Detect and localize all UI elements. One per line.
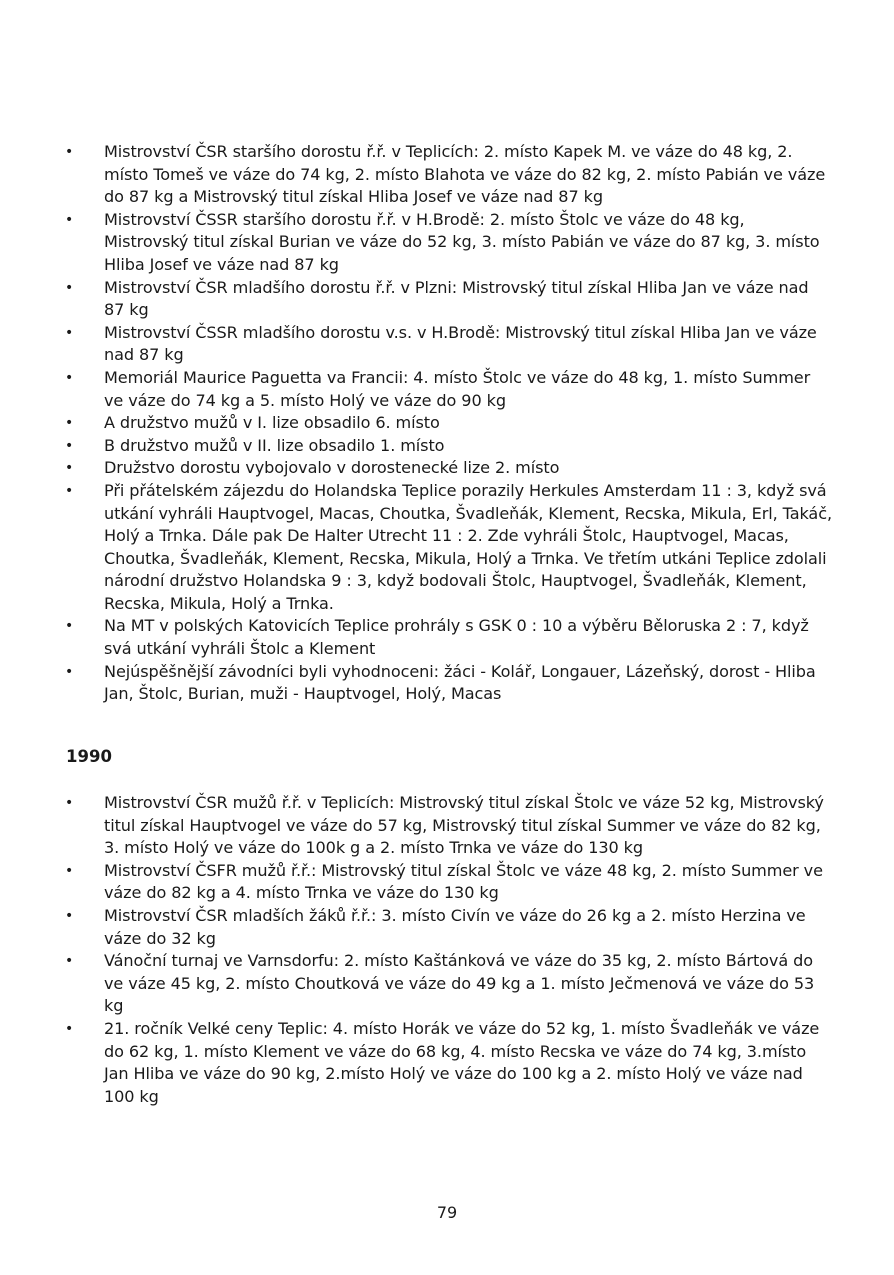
list-item bbox=[62, 435, 832, 458]
bullet-icon: • bbox=[65, 324, 74, 341]
list-item bbox=[62, 322, 832, 367]
results-list-1989 bbox=[62, 141, 832, 706]
list-item bbox=[62, 141, 832, 209]
bullet-icon: • bbox=[65, 862, 74, 879]
list-item-text: Mistrovství ČSSR staršího dorostu ř.ř. v H.Brodě: 2. místo Štolc ve váze do 48 kg, Mistrovský titul získal Burian ve váze do 52 kg, 3. místo Pabián ve váze do 87 kg, 3. místo Hliba Josef ve váze nad 87 kg bbox=[104, 209, 820, 274]
list-item-text: Mistrovství ČSR staršího dorostu ř.ř. v Teplicích: 2. místo Kapek M. ve váze do 48 kg, 2. místo Tomeš ve váze do 74 kg, 2. místo Blahota ve váze do 82 kg, 2. místo Pabián ve váze do 87 kg a Mistrovský titul získal Hliba Josef ve váze nad 87 kg bbox=[104, 142, 826, 207]
list-item bbox=[62, 1018, 832, 1108]
year-heading: 1990 bbox=[66, 747, 112, 766]
list-item-text: Při přátelském zájezdu do Holandska Teplice porazily Herkules Amsterdam 11 : 3, když svá utkání vyhráli Hauptvogel, Macas, Choutka, Švadleňák, Klement, Recska, Mikula, Erl, Takáč, Holý a Trnka. Dále pak De Halter Utrecht 11 : 2. Zde vyhráli Štolc, Hauptvogel, Macas, Choutka, Švadleňák, Klement, Recska, Mikula, Holý a Trnka. Ve třetím utkáni Teplice zdolali národní družstvo Holandska 9 : 3, když bodovali Štolc, Hauptvogel, Švadleňák, Klement, Recska, Mikula, Holý a Trnka. bbox=[104, 480, 832, 613]
list-item bbox=[62, 367, 832, 412]
bullet-icon: • bbox=[65, 144, 74, 160]
bullet-icon: • bbox=[65, 618, 74, 635]
list-item bbox=[62, 905, 832, 950]
list-item bbox=[62, 209, 832, 277]
bullet-icon: • bbox=[65, 663, 74, 680]
list-item-text: Mistrovství ČSFR mužů ř.ř.: Mistrovský titul získal Štolc ve váze 48 kg, 2. místo Summer ve váze do 82 kg a 4. místo Trnka ve váze do 130 kg bbox=[104, 860, 823, 903]
list-item-text: Na MT v polských Katovicích Teplice prohrály s GSK 0 : 10 a výběru Běloruska 2 : 7, když svá utkání vyhráli Štolc a Klement bbox=[104, 616, 809, 659]
list-item-text: Mistrovství ČSR mužů ř.ř. v Teplicích: Mistrovský titul získal Štolc ve váze 52 kg, Mistrovský titul získal Hauptvogel ve váze do 57 kg, Mistrovský titul získal Summer ve váze do 82 kg, 3. místo Holý ve váze do 100k g a 2. místo Trnka ve váze do 130 kg bbox=[104, 793, 824, 858]
list-item-text: Nejúspěšnější závodníci byli vyhodnoceni: žáci - Kolář, Longauer, Lázeňský, dorost - Hliba Jan, Štolc, Burian, muži - Hauptvogel, Holý, Macas bbox=[104, 661, 816, 704]
list-item-text: Mistrovství ČSR mladších žáků ř.ř.: 3. místo Civín ve váze do 26 kg a 2. místo Herzina ve váze do 32 kg bbox=[104, 905, 806, 948]
list-item-text: Vánoční turnaj ve Varnsdorfu: 2. místo Kaštánková ve váze do 35 kg, 2. místo Bártová do ve váze 45 kg, 2. místo Choutková ve váze do 49 kg a 1. místo Ječmenová ve váze do 53 kg bbox=[104, 951, 815, 1016]
list-item-text: A družstvo mužů v I. lize obsadilo 6. místo bbox=[104, 413, 440, 433]
bullet-icon: • bbox=[65, 953, 74, 970]
list-item-text: Mistrovství ČSR mladšího dorostu ř.ř. v Plzni: Mistrovský titul získal Hliba Jan ve váze nad 87 kg bbox=[104, 277, 809, 320]
bullet-icon: • bbox=[65, 1020, 74, 1037]
bullet-icon: • bbox=[65, 437, 74, 454]
list-item-text: Mistrovství ČSSR mladšího dorostu v.s. v H.Brodě: Mistrovský titul získal Hliba Jan ve váze nad 87 kg bbox=[104, 322, 817, 365]
list-item-text: 21. ročník Velké ceny Teplic: 4. místo Horák ve váze do 52 kg, 1. místo Švadleňák ve váze do 62 kg, 1. místo Klement ve váze do 68 kg, 4. místo Recska ve váze do 74 kg, 3.místo Jan Hliba ve váze do 90 kg, 2.místo Holý ve váze do 100 kg a 2. místo Holý ve váze nad 100 kg bbox=[104, 1018, 820, 1106]
list-item bbox=[62, 860, 832, 905]
page-number: 79 bbox=[436, 1203, 458, 1222]
list-item bbox=[62, 277, 832, 322]
list-item bbox=[62, 792, 832, 860]
list-item-text: Memoriál Maurice Paguetta va Francii: 4. místo Štolc ve váze do 48 kg, 1. místo Summer ve váze do 74 kg a 5. místo Holý ve váze do 90 kg bbox=[104, 367, 811, 410]
bullet-icon: • bbox=[65, 415, 74, 432]
list-item bbox=[62, 412, 832, 435]
list-item bbox=[62, 615, 832, 660]
bullet-icon: • bbox=[65, 460, 74, 477]
list-item bbox=[62, 950, 832, 1018]
results-list-1990 bbox=[62, 792, 832, 1108]
list-item-text: Družstvo dorostu vybojovalo v dorostenecké lize 2. místo bbox=[104, 458, 560, 478]
bullet-icon: • bbox=[65, 211, 74, 228]
list-item bbox=[62, 661, 832, 706]
list-item bbox=[62, 480, 832, 616]
bullet-icon: • bbox=[65, 279, 74, 296]
bullet-icon: • bbox=[65, 795, 74, 811]
list-item-text: B družstvo mužů v II. lize obsadilo 1. místo bbox=[104, 435, 445, 455]
bullet-icon: • bbox=[65, 369, 74, 386]
list-item bbox=[62, 457, 832, 480]
bullet-icon: • bbox=[65, 482, 74, 499]
bullet-icon: • bbox=[65, 907, 74, 924]
